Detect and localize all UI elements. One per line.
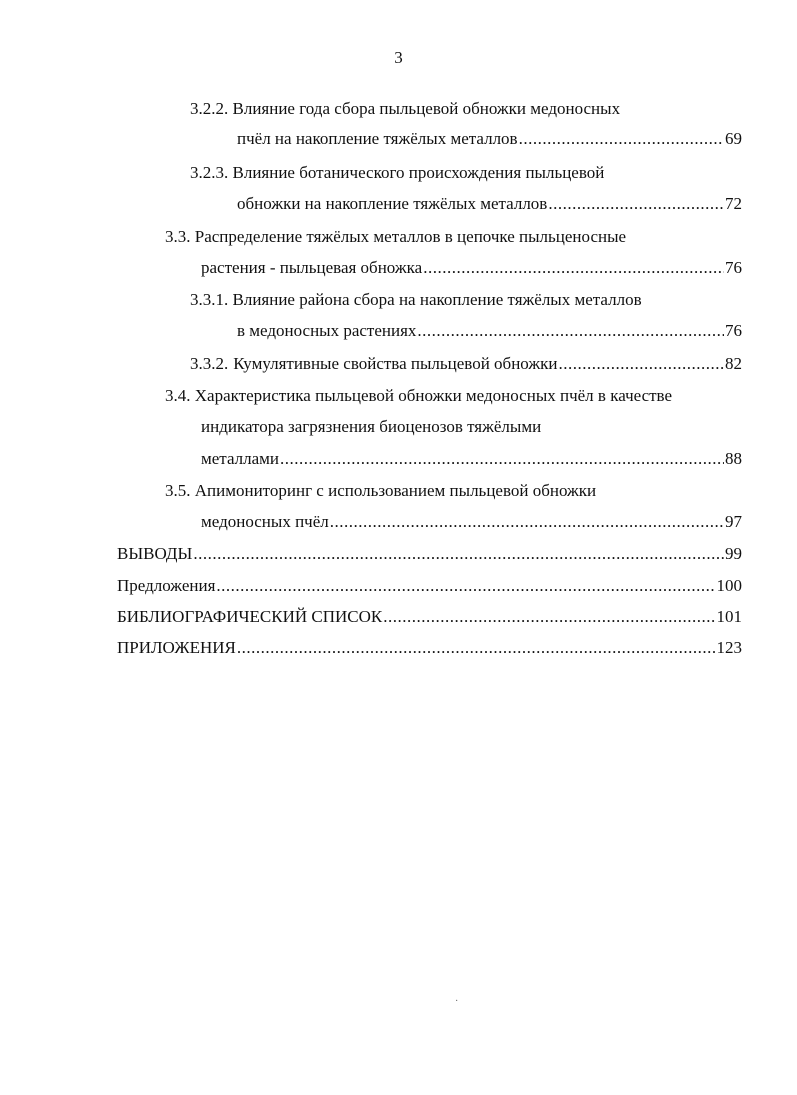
toc-page-number: 97 (725, 512, 742, 531)
toc-page-number: 69 (725, 129, 742, 148)
page-number: 3 (394, 48, 403, 67)
toc-entry-title-cont: металлами (201, 449, 280, 468)
toc-page-number: 123 (716, 638, 742, 657)
dot-leader (383, 606, 715, 628)
dot-leader (548, 193, 724, 215)
toc-entry-3-3-2 (190, 353, 742, 375)
toc-entry-3-3-line1 (165, 226, 626, 248)
toc-entry-number: 3.4. (165, 386, 191, 405)
toc-entry-number: 3.2.3. (190, 163, 229, 182)
toc-entry-conclusions (117, 543, 742, 565)
toc-entry-title: Распределение тяжёлых металлов в цепочке пыльценосные (194, 227, 627, 246)
toc-entry-3-2-2-line2 (237, 128, 742, 150)
dot-leader (216, 575, 715, 597)
toc-entry-title-cont: растения - пыльцевая обножка (201, 258, 423, 277)
toc-entry-proposals (117, 575, 742, 597)
toc-page-number: 76 (725, 258, 742, 277)
toc-page-number: 100 (716, 576, 742, 595)
dot-leader (423, 257, 724, 279)
toc-entry-3-4-line2 (201, 416, 541, 438)
toc-page-number: 99 (725, 544, 742, 563)
dot-leader (237, 637, 716, 659)
toc-page-number: 72 (725, 194, 742, 213)
dot-leader (193, 543, 724, 565)
toc-entry-title-cont: пчёл на накопление тяжёлых металлов (237, 129, 518, 148)
toc-entry-3-3-line2 (201, 257, 742, 279)
toc-entry-3-4-line3 (201, 448, 742, 470)
toc-entry-3-2-2-line1 (190, 98, 620, 120)
toc-entry-title-cont: индикатора загрязнения биоценозов тяжёлыми (201, 417, 542, 436)
toc-entry-number: 3.3.2. (190, 354, 229, 373)
toc-entry-title: Влияние ботанического происхождения пыльцевой (232, 163, 605, 182)
toc-entry-title: Предложения (117, 576, 216, 595)
toc-entry-title: Влияние года сбора пыльцевой обножки медоносных (232, 99, 621, 118)
toc-entry-3-3-1-line1 (190, 289, 642, 311)
toc-page-number: 76 (725, 321, 742, 340)
toc-entry-title: БИБЛИОГРАФИЧЕСКИЙ СПИСОК (117, 607, 383, 626)
toc-entry-3-2-3-line1 (190, 162, 604, 184)
toc-entry-3-5-line1 (165, 480, 596, 502)
toc-entry-3-3-1-line2 (237, 320, 742, 342)
toc-entry-3-4-line1 (165, 385, 672, 407)
toc-entry-appendices (117, 637, 742, 659)
toc-entry-title: ПРИЛОЖЕНИЯ (117, 638, 236, 657)
scan-speck: · (455, 996, 459, 1007)
dot-leader (519, 128, 724, 150)
toc-entry-number: 3.5. (165, 481, 191, 500)
toc-entry-number: 3.3. (165, 227, 191, 246)
toc-entry-title: Влияние района сбора на накопление тяжёлых металлов (232, 290, 642, 309)
dot-leader (417, 320, 724, 342)
toc-entry-bibliography (117, 606, 742, 628)
toc-entry-3-5-line2 (201, 511, 742, 533)
toc-entry-title: Апимониторинг с использованием пыльцевой обножки (194, 481, 597, 500)
toc-entry-title: ВЫВОДЫ (117, 544, 193, 563)
toc-entry-title: Кумулятивные свойства пыльцевой обножки (233, 354, 558, 373)
toc-entry-title-cont: обножки на накопление тяжёлых металлов (237, 194, 548, 213)
toc-entry-title-cont: медоносных пчёл (201, 512, 329, 531)
dot-leader (558, 353, 724, 375)
toc-entry-number: 3.3.1. (190, 290, 229, 309)
toc-entry-3-2-3-line2 (237, 193, 742, 215)
toc-page-number: 82 (725, 354, 742, 373)
toc-page-number: 101 (716, 607, 742, 626)
toc-entry-number: 3.2.2. (190, 99, 229, 118)
toc-entry-title-cont: в медоносных растениях (237, 321, 417, 340)
toc-page-number: 88 (725, 449, 742, 468)
dot-leader (330, 511, 724, 533)
toc-entry-title: Характеристика пыльцевой обножки медоносных пчёл в качестве (194, 386, 673, 405)
dot-leader (280, 448, 724, 470)
